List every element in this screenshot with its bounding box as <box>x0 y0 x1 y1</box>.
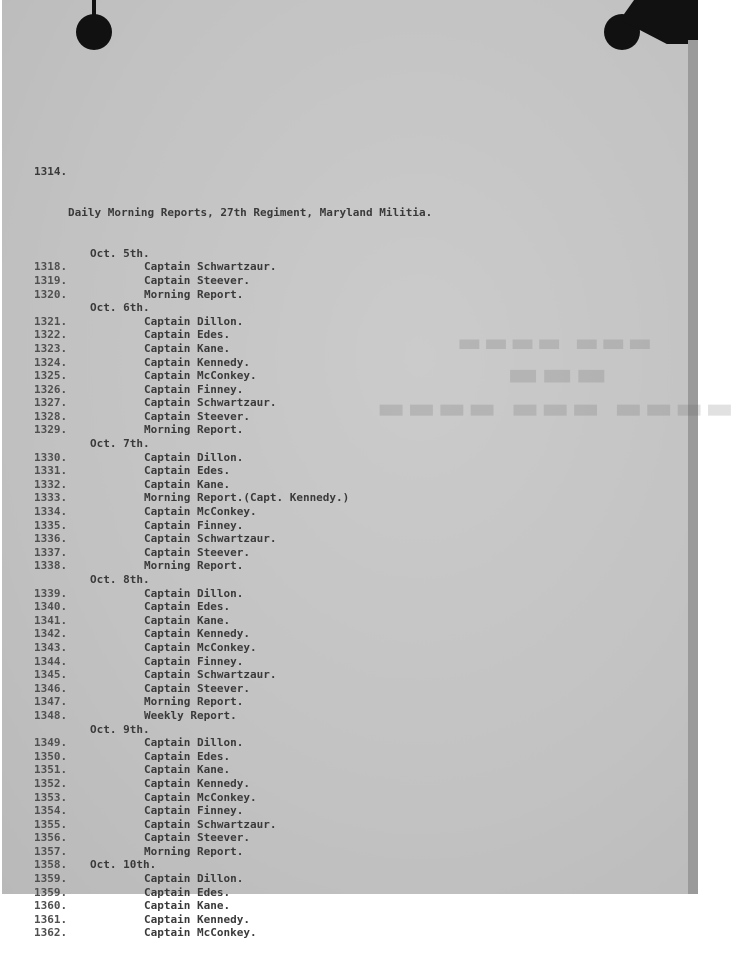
entry-row <box>34 423 432 437</box>
date-heading: Oct. 6th. <box>90 301 150 315</box>
entry-row <box>34 791 432 805</box>
date-heading-number: 1358. <box>34 858 68 872</box>
entry-number: 1357. <box>34 844 68 858</box>
entry-row <box>34 464 432 478</box>
entry-number: 1344. <box>34 654 68 668</box>
date-heading-line <box>34 437 432 451</box>
entry-row <box>34 804 432 818</box>
entry-row <box>34 342 432 356</box>
entry-text: Captain Dillon. <box>144 872 244 886</box>
entry-row <box>34 383 432 397</box>
entry-row <box>34 288 432 302</box>
entry-text: Captain Schwartzaur. <box>144 532 277 546</box>
date-heading-number <box>34 573 90 587</box>
entry-number: 1336. <box>34 532 68 546</box>
date-heading: Oct. 8th. <box>90 573 150 586</box>
entry-number: 1341. <box>34 613 68 627</box>
entry-number: 1359. <box>34 885 68 899</box>
date-heading-line <box>34 301 432 315</box>
entry-number: 1359. <box>34 872 68 886</box>
entry-text: Captain Edes. <box>144 885 231 899</box>
entry-row <box>34 627 432 641</box>
entry-row <box>34 709 432 723</box>
entry-number: 1333. <box>34 491 68 505</box>
entry-row <box>34 763 432 777</box>
entry-number: 1327. <box>34 396 68 410</box>
entry-text: Captain McConkey. <box>144 369 257 383</box>
entry-number: 1323. <box>34 341 68 355</box>
entry-row <box>34 356 432 370</box>
entry-text: Captain Kennedy. <box>144 776 250 790</box>
date-heading-number <box>34 437 90 451</box>
date-heading-line <box>34 723 432 737</box>
entry-text: Captain Edes. <box>144 328 231 342</box>
entry-row <box>34 926 432 940</box>
entry-text: Captain Steever. <box>144 681 250 695</box>
entry-number: 1342. <box>34 627 68 641</box>
entry-number: 1352. <box>34 776 68 790</box>
entry-number: 1326. <box>34 382 68 396</box>
entry-text: Captain Edes. <box>144 464 231 478</box>
bleed-through-text: ▬▬▬▬ ▬▬▬ ▬▬▬ ▬▬▬▬ ▬▬▬ ▬▬▬▬ <box>377 328 736 426</box>
entry-number: 1338. <box>34 559 68 573</box>
entry-text: Captain Schwartzaur. <box>144 668 277 682</box>
entry-number: 1337. <box>34 545 68 559</box>
top-number-line <box>34 165 432 179</box>
entry-row <box>34 641 432 655</box>
entry-text: Captain McConkey. <box>144 926 257 940</box>
entry-row <box>34 682 432 696</box>
entry-row <box>34 668 432 682</box>
entry-number: 1324. <box>34 355 68 369</box>
entry-row <box>34 260 432 274</box>
entry-row <box>34 818 432 832</box>
entry-row <box>34 587 432 601</box>
date-heading-number <box>34 247 90 261</box>
entry-row <box>34 872 432 886</box>
entry-number: 1318. <box>34 260 68 274</box>
entry-row <box>34 491 432 505</box>
entry-row <box>34 600 432 614</box>
entry-text: Captain Kane. <box>144 341 231 355</box>
entry-text: Captain Finney. <box>144 518 244 532</box>
entry-row <box>34 899 432 913</box>
entry-row <box>34 777 432 791</box>
entry-text: Captain Edes. <box>144 600 231 614</box>
entry-text: Captain Edes. <box>144 749 231 763</box>
entry-text: Captain Dillon. <box>144 586 244 600</box>
entry-row <box>34 410 432 424</box>
top-number: 1314. <box>34 165 68 179</box>
entry-number: 1349. <box>34 736 68 750</box>
entry-number: 1347. <box>34 695 68 709</box>
entry-text: Captain Kane. <box>144 899 231 913</box>
entry-text: Captain Kennedy. <box>144 912 250 926</box>
entry-text: Captain McConkey. <box>144 505 257 519</box>
entry-number: 1346. <box>34 681 68 695</box>
document-title: Daily Morning Reports, 27th Regiment, Maryland Militia. <box>68 205 433 219</box>
document-page <box>2 0 736 940</box>
entry-number: 1331. <box>34 464 68 478</box>
entry-row <box>34 274 432 288</box>
entry-number: 1360. <box>34 899 68 913</box>
entry-number: 1340. <box>34 600 68 614</box>
entry-text: Captain Finney. <box>144 382 244 396</box>
entry-text: Captain McConkey. <box>144 790 257 804</box>
entry-row <box>34 451 432 465</box>
date-heading-line <box>34 247 432 261</box>
entry-row <box>34 695 432 709</box>
entry-row <box>34 845 432 859</box>
entry-text: Captain Kennedy. <box>144 355 250 369</box>
entry-number: 1328. <box>34 409 68 423</box>
entry-text: Captain Kane. <box>144 477 231 491</box>
entry-row <box>34 532 432 546</box>
date-heading-number <box>34 723 90 737</box>
date-heading: Oct. 5th. <box>90 246 150 260</box>
entry-text: Captain McConkey. <box>144 640 257 654</box>
document-text <box>34 138 432 967</box>
entry-number: 1343. <box>34 640 68 654</box>
title-line <box>34 206 432 220</box>
entry-number: 1334. <box>34 505 68 519</box>
date-heading: Oct. 10th. <box>90 858 157 872</box>
date-heading-line <box>34 858 432 872</box>
entry-row <box>34 559 432 573</box>
entry-row <box>34 328 432 342</box>
entry-row <box>34 519 432 533</box>
entry-text: Morning Report. <box>144 423 244 437</box>
entry-number: 1330. <box>34 450 68 464</box>
entry-number: 1320. <box>34 287 68 301</box>
entry-text: Captain Finney. <box>144 804 244 818</box>
entry-row <box>34 750 432 764</box>
entry-number: 1345. <box>34 668 68 682</box>
entry-text: Captain Finney. <box>144 654 244 668</box>
entry-number: 1355. <box>34 817 68 831</box>
entry-row <box>34 315 432 329</box>
date-heading-line <box>34 573 432 587</box>
entry-number: 1322. <box>34 328 68 342</box>
entry-text: Captain Dillon. <box>144 450 244 464</box>
entry-number: 1350. <box>34 749 68 763</box>
entry-row <box>34 396 432 410</box>
entry-number: 1351. <box>34 763 68 777</box>
entry-text: Captain Steever. <box>144 273 250 287</box>
entry-text: Captain Steever. <box>144 409 250 423</box>
entry-number: 1321. <box>34 314 68 328</box>
sections <box>34 247 432 940</box>
entry-text: Morning Report. <box>144 695 244 709</box>
entry-text: Captain Steever. <box>144 831 250 845</box>
entry-text: Captain Kane. <box>144 763 231 777</box>
entry-text: Captain Steever. <box>144 545 250 559</box>
entry-number: 1332. <box>34 477 68 491</box>
entry-text: Captain Dillon. <box>144 736 244 750</box>
entry-row <box>34 369 432 383</box>
entry-text: Captain Kennedy. <box>144 627 250 641</box>
date-heading-number <box>34 301 90 315</box>
page-edge-shadow <box>688 40 698 894</box>
entry-number: 1348. <box>34 708 68 722</box>
entry-row <box>34 505 432 519</box>
entry-row <box>34 831 432 845</box>
entry-number: 1362. <box>34 926 68 940</box>
entry-text: Captain Dillon. <box>144 314 244 328</box>
entry-number: 1353. <box>34 790 68 804</box>
entry-row <box>34 655 432 669</box>
entry-number: 1356. <box>34 831 68 845</box>
entry-row <box>34 886 432 900</box>
entry-text: Captain Schwartzaur. <box>144 817 277 831</box>
entry-text: Weekly Report. <box>144 708 237 722</box>
punch-hole-left <box>76 14 112 50</box>
entry-text: Morning Report. <box>144 844 244 858</box>
entry-number: 1319. <box>34 273 68 287</box>
entry-row <box>34 614 432 628</box>
entry-number: 1354. <box>34 804 68 818</box>
entry-number: 1329. <box>34 423 68 437</box>
entry-row <box>34 913 432 927</box>
entry-number: 1361. <box>34 912 68 926</box>
entry-text: Captain Schwartzaur. <box>144 260 277 274</box>
entry-number: 1339. <box>34 586 68 600</box>
entry-text: Captain Schwartzaur. <box>144 396 277 410</box>
entry-text: Morning Report. <box>144 287 244 301</box>
entry-number: 1335. <box>34 518 68 532</box>
entry-number: 1325. <box>34 369 68 383</box>
date-heading: Oct. 7th. <box>90 437 150 451</box>
entry-text: Morning Report. <box>144 559 244 573</box>
entry-text: Captain Kane. <box>144 613 231 627</box>
entry-text: Morning Report.(Capt. Kennedy.) <box>144 491 350 505</box>
date-heading: Oct. 9th. <box>90 722 150 736</box>
entry-row <box>34 736 432 750</box>
entry-row <box>34 478 432 492</box>
entry-row <box>34 546 432 560</box>
